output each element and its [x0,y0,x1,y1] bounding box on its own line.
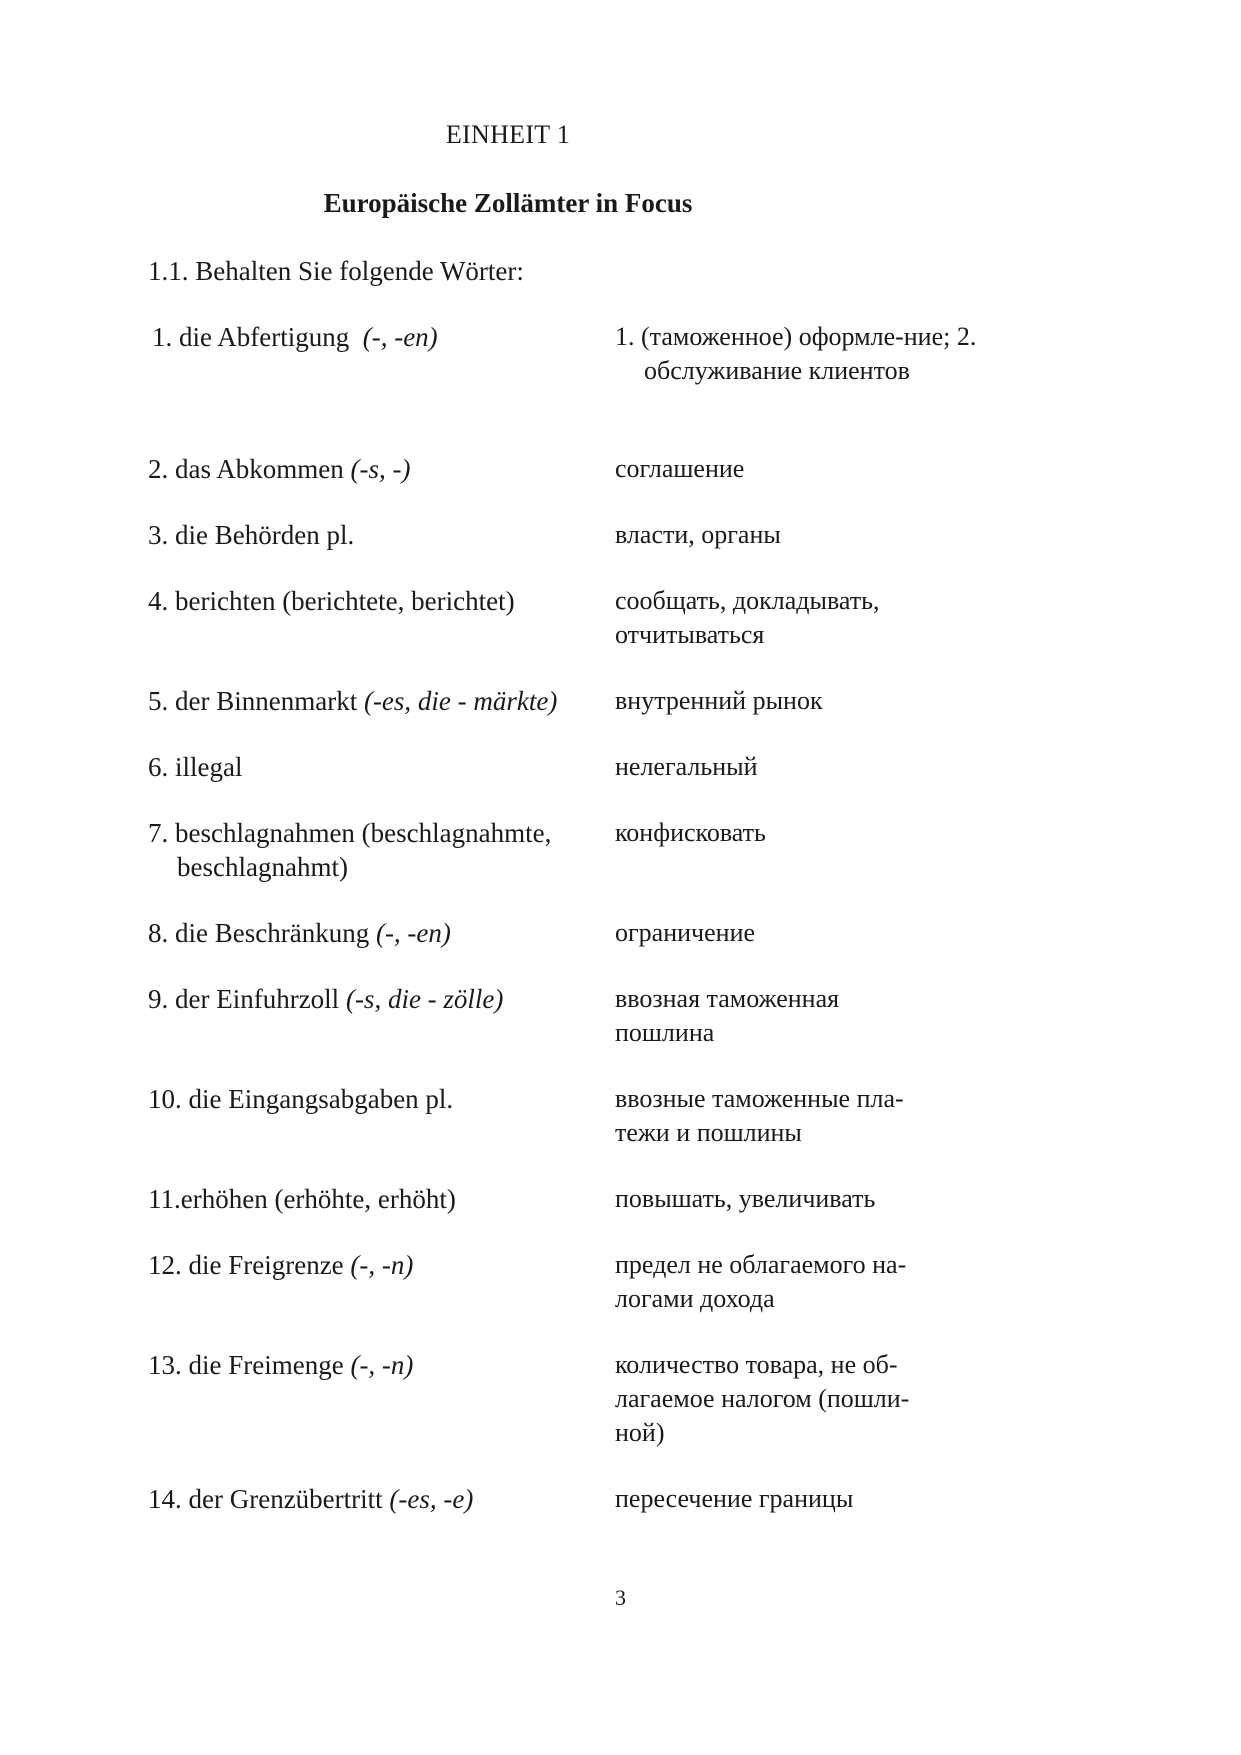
russian-translation: сообщать, докладывать, отчитываться [615,586,880,649]
entry-grammar: (-, -n) [350,1350,414,1380]
entry-word: die Freigrenze [188,1250,344,1280]
russian-translation: ввозные таможенные пла-тежи и пошлины [615,1084,904,1147]
entry-number: 14. [148,1484,182,1514]
entry-word: die Freimenge [188,1350,344,1380]
entry-number: 12. [148,1250,182,1280]
entry-number: 13. [148,1350,182,1380]
entry-word: der Binnenmarkt [175,686,358,716]
german-term [148,584,608,618]
german-term [148,320,612,354]
russian-translation: нелегальный [615,752,758,781]
german-term [148,916,608,950]
entry-word: die Beschränkung [175,918,370,948]
russian-translation: пересечение границы [615,1484,854,1513]
entry-word: die Behörden pl. [175,520,355,550]
german-term [148,982,608,1016]
task-instruction: 1.1. Behalten Sie folgende Wörter: [148,256,524,286]
german-term [148,1482,608,1516]
entry-grammar: (-, -n) [350,1250,414,1280]
entry-word: das Abkommen [175,454,344,484]
german-term [148,750,608,784]
entry-number: 2. [148,454,169,484]
german-term [148,1082,608,1116]
german-term [148,452,608,486]
unit-heading: EINHEIT 1 [445,120,571,149]
russian-translation: власти, органы [615,520,781,549]
russian-translation: внутренний рынок [615,686,823,715]
entry-number: 7. [148,818,169,848]
entry-grammar: (-es, -e) [389,1484,474,1514]
entry-word: berichten (berichtete, berichtet) [175,586,515,616]
entry-number: 3. [148,520,169,550]
entry-number: 9. [148,984,169,1014]
russian-translation: ввозная таможенная пошлина [615,984,840,1047]
page-title: Europäische Zollämter in Focus [323,188,693,218]
entry-word: der Grenzübertritt [188,1484,383,1514]
german-term [148,684,608,718]
german-term [148,1182,608,1216]
entry-number: 11 [148,1184,174,1214]
page-number: 3 [615,1585,626,1610]
russian-translation: предел не облагаемого на-логами дохода [615,1250,907,1313]
entry-grammar: (-es, die - märkte) [363,686,558,716]
russian-translation: повышать, увеличивать [615,1184,876,1213]
german-term [148,1248,608,1282]
russian-translation: соглашение [615,454,745,483]
entry-grammar: (-, -en) [375,918,451,948]
russian-translation: ограничение [615,918,756,947]
entry-word: beschlagnahmen (beschlagnahmte, beschlagnahmt) [175,818,552,882]
russian-translation: количество товара, не об-лагаемое налогом (пошли-ной) [615,1350,910,1447]
russian-translation: 1. (таможенное) оформле-ние; 2. обслуживание клиентов [615,322,977,385]
entry-grammar: (-s, die - zölle) [345,984,504,1014]
entry-word: die Eingangsabgaben pl. [188,1084,454,1114]
german-term [148,518,608,552]
german-term [148,816,617,884]
entry-number: 1. [152,322,173,352]
entry-number: 10. [148,1084,182,1114]
entry-word: die Abfertigung [179,322,350,352]
entry-number: 5. [148,686,169,716]
entry-word: illegal [175,752,243,782]
russian-translation: конфисковать [615,818,766,847]
entry-number: 8. [148,918,169,948]
entry-number: 4. [148,586,169,616]
entry-grammar: (-s, -) [350,454,411,484]
entry-word: der Einfuhrzoll [175,984,340,1014]
german-term [148,1348,608,1382]
entry-grammar: (-, -en) [362,322,438,352]
entry-word: .erhöhen (erhöhte, erhöht) [174,1184,456,1214]
entry-number: 6. [148,752,169,782]
